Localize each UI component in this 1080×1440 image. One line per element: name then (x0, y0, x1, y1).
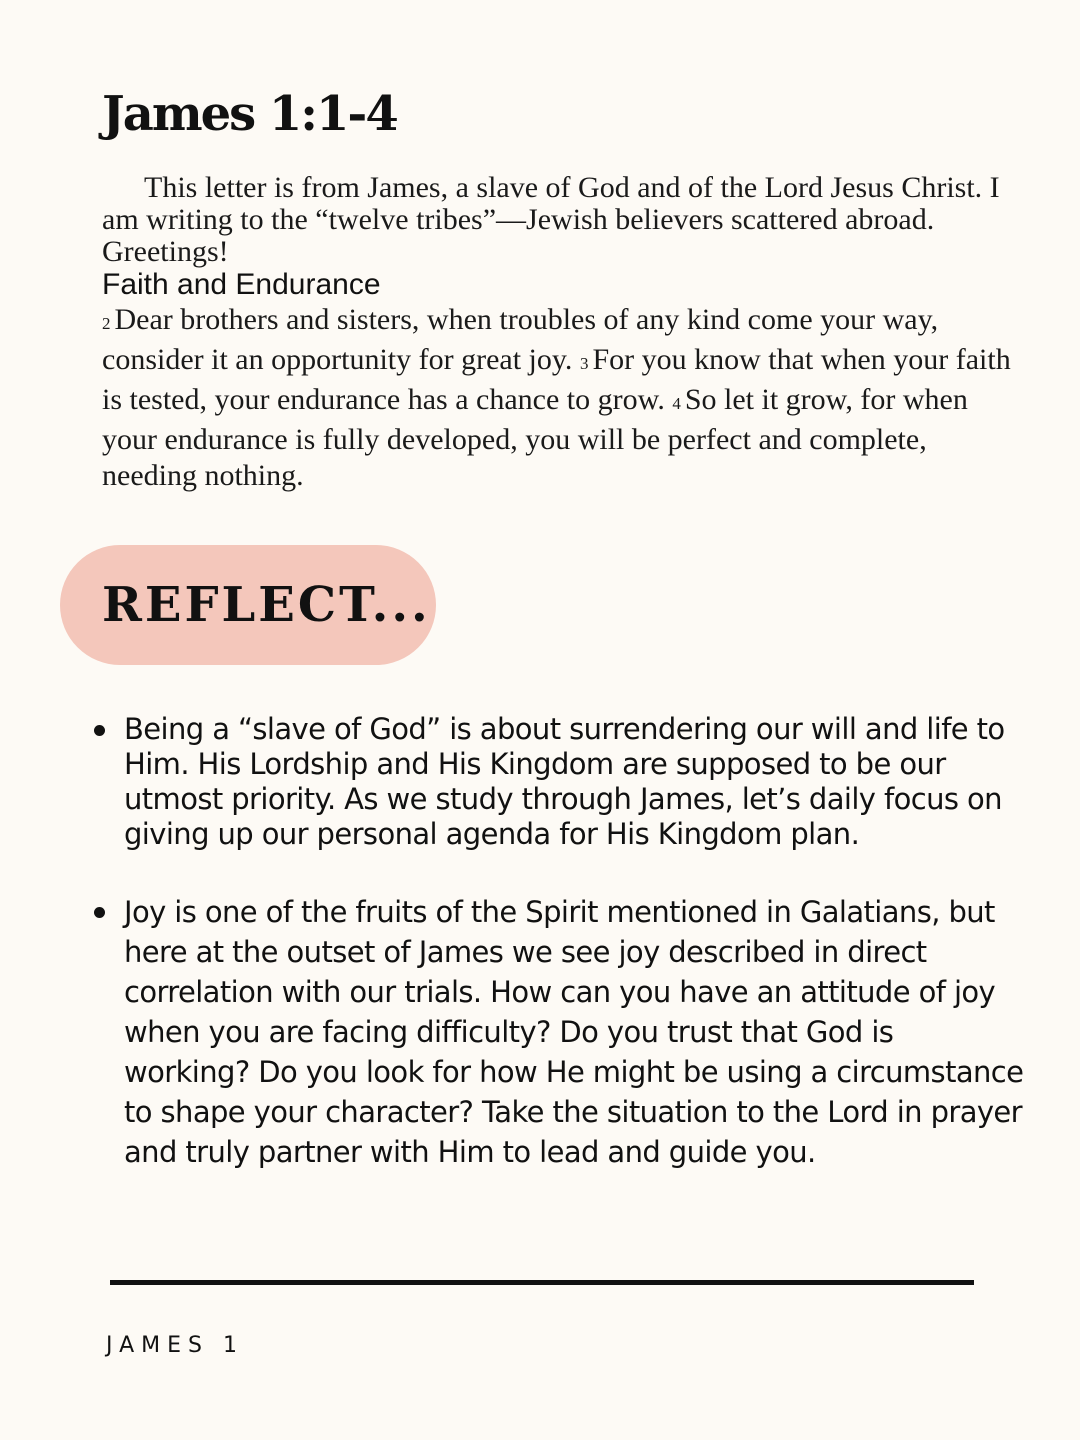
scripture-intro: This letter is from James, a slave of God and of the Lord Jesus Christ. I am writing to the “twelve tribes”—Jewish believers scattered abroad. Greetings! (102, 171, 1000, 268)
list-item-text: Joy is one of the fruits of the Spirit mentioned in Galatians, but here at the outset of James we see joy described in direct correlation with our trials. How can you have an attitude of joy when you are facing difficulty? Do you trust that God is working? Do you look for how He might be using a circumstance to shape your character? Take the situation to the Lord in prayer and truly partner with Him to lead and guide you. (124, 895, 1024, 1169)
list-item (124, 892, 1024, 1172)
verse-number: 2 (102, 314, 111, 333)
list-item (124, 712, 1024, 852)
bullet-dot-icon (94, 725, 105, 736)
divider (110, 1280, 974, 1285)
verse-text: For you know that when your faith is tested, your endurance has a chance to grow. (102, 343, 1011, 416)
reflect-heading: REFLECT... (102, 577, 431, 633)
scripture-verses (102, 302, 1012, 494)
bullet-dot-icon (94, 907, 105, 918)
scripture-subheading: Faith and Endurance (102, 268, 381, 301)
list-item-text: Being a “slave of God” is about surrendering our will and life to Him. His Lordship and His Kingdom are supposed to be our utmost priority. As we study through James, let’s daily focus on giving up our personal agenda for His Kingdom plan. (124, 712, 1005, 851)
reflection-list (124, 712, 1024, 1172)
verse-number: 3 (579, 354, 589, 373)
verse-text: Dear brothers and sisters, when troubles of any kind come your way, consider it an opportunity for great joy. (102, 303, 939, 376)
verse-number: 4 (672, 394, 681, 413)
scripture-passage (102, 172, 1012, 494)
footer-label: JAMES 1 (106, 1333, 244, 1358)
page-title: James 1:1-4 (102, 86, 397, 142)
verse-text: So let it grow, for when your endurance is fully developed, you will be perfect and complete, needing nothing. (102, 383, 968, 492)
